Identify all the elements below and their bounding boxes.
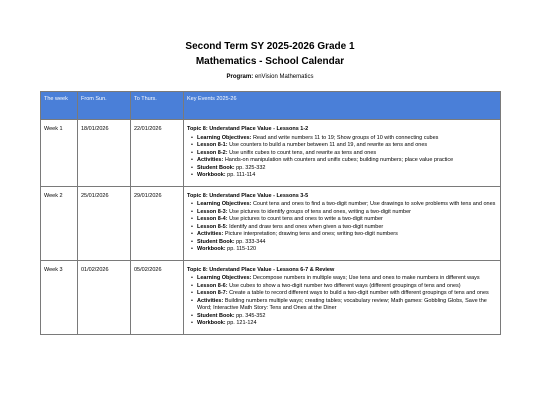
header-to: To Thurs. [131, 92, 184, 120]
item-text: pp. 115-120 [227, 246, 257, 252]
week-cell: Week 2 [41, 186, 78, 260]
list-item [197, 320, 497, 328]
item-label: Activities: [197, 297, 224, 304]
item-text: pp. 121-124 [227, 320, 257, 326]
program-label: Program: [226, 74, 254, 80]
header-from: From Sun. [78, 92, 131, 120]
list-item [197, 135, 497, 143]
item-label: Learning Objectives: [197, 201, 252, 207]
program-value: enVision Mathematics [254, 74, 314, 80]
item-label: Lesson 8-5: [197, 223, 228, 230]
topic-heading: Topic 8: Understand Place Value - Lessons 6-7 & Review [187, 266, 335, 273]
item-label: Activities: [197, 157, 224, 163]
list-item [197, 231, 497, 239]
event-list [187, 135, 497, 180]
key-events-cell [184, 260, 501, 334]
item-text: Use cubes to show a two-digit number two different ways (different groupings of tens and ones) [229, 282, 461, 289]
list-item [197, 246, 497, 254]
item-text: Building numbers multiple ways; creating tables; vocabulary review; Math games: Gobbling Globs, Save the Word; Interactive Math Story: Tens and Ones at the Diner [197, 297, 487, 311]
item-label: Student Book: [197, 312, 235, 319]
item-text: Use pictures to identify groups of tens and ones, writing a two-digit number [229, 208, 412, 215]
item-text: pp. 325-332 [236, 164, 266, 171]
list-item [197, 224, 497, 232]
list-item [197, 165, 497, 173]
item-text: Identify and draw tens and ones when given a two-digit number [229, 223, 384, 230]
key-events-cell [184, 120, 501, 187]
list-item [197, 172, 497, 180]
list-item [197, 157, 497, 165]
item-label: Lesson 8-7: [197, 290, 228, 296]
item-label: Learning Objectives: [197, 134, 252, 141]
table-row [41, 186, 501, 260]
header-key-events: Key Events 2025-26 [184, 92, 501, 120]
item-text: pp. 333-344 [236, 238, 266, 245]
list-item [197, 150, 497, 158]
header-week: The week [41, 92, 78, 120]
item-label: Workbook: [197, 246, 226, 252]
week-cell: Week 1 [41, 120, 78, 187]
table-header-row [41, 92, 501, 120]
table-row [41, 260, 501, 334]
key-events-cell [184, 186, 501, 260]
item-text: pp. 111-114 [227, 172, 256, 178]
item-text: Hands-on manipulation with counters and unifix cubes; building numbers; place value practice [224, 157, 454, 163]
from-date-cell: 25/01/2026 [78, 186, 131, 260]
item-label: Lesson 8-1: [197, 142, 228, 148]
event-list [187, 275, 497, 328]
item-text: Use unifix cubes to count tens, and rewrite as tens and ones [229, 149, 377, 156]
to-date-cell: 05/02/2026 [131, 260, 184, 334]
item-label: Workbook: [197, 172, 226, 178]
from-date-cell: 01/02/2026 [78, 260, 131, 334]
item-label: Student Book: [197, 164, 235, 171]
item-text: Picture interpretation; drawing tens and ones; writing two-digit numbers [224, 231, 398, 237]
week-cell: Week 3 [41, 260, 78, 334]
item-text: Use pictures to count tens and ones to write a two-digit number [229, 216, 383, 222]
list-item [197, 142, 497, 150]
item-label: Lesson 8-4: [197, 216, 228, 222]
item-text: Use counters to build a number between 11 and 19, and rewrite as tens and ones [229, 142, 428, 148]
item-label: Lesson 8-6: [197, 282, 228, 289]
from-date-cell: 18/01/2026 [78, 120, 131, 187]
document-subtitle: Mathematics - School Calendar [195, 56, 345, 67]
item-text: Read and write numbers 11 to 19; Show groups of 10 with connecting cubes [252, 134, 439, 141]
list-item [197, 239, 497, 247]
to-date-cell: 22/01/2026 [131, 120, 184, 187]
list-item [197, 275, 497, 283]
item-label: Learning Objectives: [197, 275, 252, 281]
list-item [197, 216, 497, 224]
item-text: Decompose numbers in multiple ways; Use tens and ones to make numbers in different ways [252, 275, 480, 281]
item-label: Student Book: [197, 238, 235, 245]
item-text: Count tens and ones to find a two-digit number; Use drawings to solve problems with tens and ones [252, 201, 496, 207]
program-line [0, 73, 540, 81]
document-title: Second Term SY 2025-2026 Grade 1 [185, 41, 355, 52]
list-item [197, 298, 497, 313]
list-item [197, 209, 497, 217]
item-text: pp. 345-352 [236, 312, 266, 319]
item-text: Create a table to record different ways to build a two-digit number with different groupings of tens and ones [229, 290, 489, 296]
table-row [41, 120, 501, 187]
to-date-cell: 29/01/2026 [131, 186, 184, 260]
item-label: Workbook: [197, 320, 226, 326]
topic-heading: Topic 8: Understand Place Value - Lessons 3-5 [187, 192, 309, 199]
topic-heading: Topic 8: Understand Place Value - Lessons 1-2 [187, 126, 309, 132]
list-item [197, 283, 497, 291]
calendar-table [40, 91, 501, 335]
event-list [187, 201, 497, 254]
item-label: Activities: [197, 231, 224, 237]
list-item [197, 313, 497, 321]
list-item [197, 290, 497, 298]
list-item [197, 201, 497, 209]
item-label: Lesson 8-2: [197, 149, 228, 156]
item-label: Lesson 8-3: [197, 208, 228, 215]
